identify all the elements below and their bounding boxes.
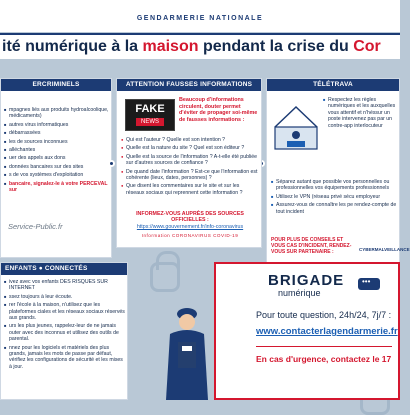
cybercriminals-panel (0, 78, 112, 258)
fake-word: FAKE (135, 103, 165, 115)
list-item: ■ urs les plus jeunes, rappelez-leur de ne jamais outer avec des inconnus et utilisez des outils de parental. (4, 323, 126, 342)
title-highlight: maison (142, 38, 199, 55)
list-item: ■ Utilisez le VPN (réseau privé sécu employeur (271, 194, 399, 200)
panel-heading: ENFANTS ● CONNECTÉS (1, 263, 127, 275)
list-item: ■ données bancaires sur des sites (4, 164, 110, 170)
brigade-title: BRIGADE (268, 272, 345, 289)
fake-news-icon (125, 99, 175, 131)
emergency-text: En cas d'urgence, contactez le 17 (256, 354, 392, 364)
list-item: ■ alléchantes (4, 147, 110, 153)
cybercriminals-list (4, 107, 110, 195)
brand-logo: GENDARMERIE NATIONALE (136, 15, 264, 22)
panel-heading: TÉLÉTRAVA (267, 79, 399, 91)
list-item: ■ débarrassées (4, 130, 110, 136)
list-item: ■ ivez avec vos enfants DES RISQUES SUR INTERNET (4, 279, 126, 292)
background-lock-icon (150, 262, 180, 292)
connector-dot (108, 160, 115, 167)
connected-children-panel (0, 262, 128, 400)
contact-link[interactable]: www.contacterlagendarmerie.fr (256, 326, 398, 337)
list-item: ● De quand date l'information ? Est-ce que l'information est cohérente (lieux, dates, personnes) ? (121, 169, 259, 182)
chat-bubble-icon (358, 278, 380, 290)
children-advice-list (4, 279, 126, 372)
page-title (0, 33, 400, 59)
alert-item: ■ bancaire, signalez-le à votre PERCEVAL sur (4, 181, 110, 194)
gendarme-figure-icon (152, 300, 222, 400)
list-item: ■ s de vos systèmes d'exploitation (4, 172, 110, 178)
government-link[interactable]: https://www.gouvernement.fr/info-coronavirus (136, 224, 244, 230)
list-item: ● Que disent les commentaires sur le site et sur les réseaux sociaux qui reprennent cette information ? (121, 183, 259, 196)
list-item: ■ Assurez-vous de connaître les pe rendez-compte de tout incident (271, 202, 399, 215)
header (0, 0, 400, 32)
list-item: ● Quelle est la nature du site ? Quel est son éditeur ? (121, 145, 259, 151)
list-item: ■ nnez pour les logiciels et matériels des plus grands, jamais les mots de passe par défaut, vérifiez les configurations de sécurité et les mises à jour. (4, 345, 126, 371)
list-item: ■ uer des appels aux dons (4, 155, 110, 161)
news-tag: NEWS (136, 118, 164, 126)
coronavirus-footer: Information CORONAVIRUS COVID-19 (141, 233, 239, 238)
list-item: ● Qui est l'auteur ? Quelle est son intention ? (121, 137, 259, 143)
list-item: ■ autres virus informatiques (4, 122, 110, 128)
telework-panel (266, 78, 410, 266)
title-highlight: Cor (353, 38, 381, 55)
divider (256, 346, 392, 347)
panel-heading: ATTENTION FAUSSES INFORMATIONS (117, 79, 261, 91)
contact-question: Pour toute question, 24h/24, 7j/7 : (256, 310, 392, 320)
list-item: ■ Respectez les règles numériques et les auxquelles vous attentif et n'héssur un poste intervenez pas par un contre-app interlocuteur (323, 97, 399, 129)
list-item: ■ ssez toujours à leur écoute. (4, 294, 126, 300)
telework-list-top (323, 97, 399, 131)
list-item: ■ rer l'école à la maison, n'utilisez que les plateformes ciales et les réseaux sociaux réservés aux grands. (4, 302, 126, 321)
title-text: ité numérique à la (2, 38, 143, 55)
title-text: pendant la crise du (198, 38, 354, 55)
brigade-subtitle: numérique (278, 288, 321, 298)
panel-heading: ERCRIMINELS (1, 79, 111, 91)
telework-illustration-icon (271, 97, 321, 157)
brigade-numerique-panel (214, 262, 400, 400)
list-item: ■ Séparez autant que possible vos personnelles ou professionnelles vos équipements professionnels (271, 179, 399, 192)
cybermalveillance-logo[interactable]: CYBERMALVEILLANCE (359, 247, 410, 252)
advice-cta: POUR PLUS DE CONSEILS ET VOUS CAS D'INCIDENT, RENDEZ-VOUS SUR PARTENAIRE : (271, 237, 352, 255)
telework-list-bottom (271, 179, 399, 217)
list-item: ● Quelle est la source de l'information ? A-t-elle été publiée sur d'autres sources de confiance ? (121, 154, 259, 167)
service-public-logo[interactable]: Service-Public.fr (8, 222, 63, 231)
official-sources-cta: INFORMEZ-VOUS AUPRÈS DES SOURCES OFFICIELLES : (136, 211, 244, 224)
fake-news-checklist (121, 137, 259, 198)
list-item: ■ mpagnes liés aux produits hydroalcoolique, médicaments) (4, 107, 110, 120)
fake-news-panel (116, 78, 262, 248)
fake-news-intro: Beaucoup d'informations circulent, douter permet d'éviter de propager soi-même de fausses informations : (179, 97, 258, 123)
list-item: ■ les de sources inconnues (4, 139, 110, 145)
